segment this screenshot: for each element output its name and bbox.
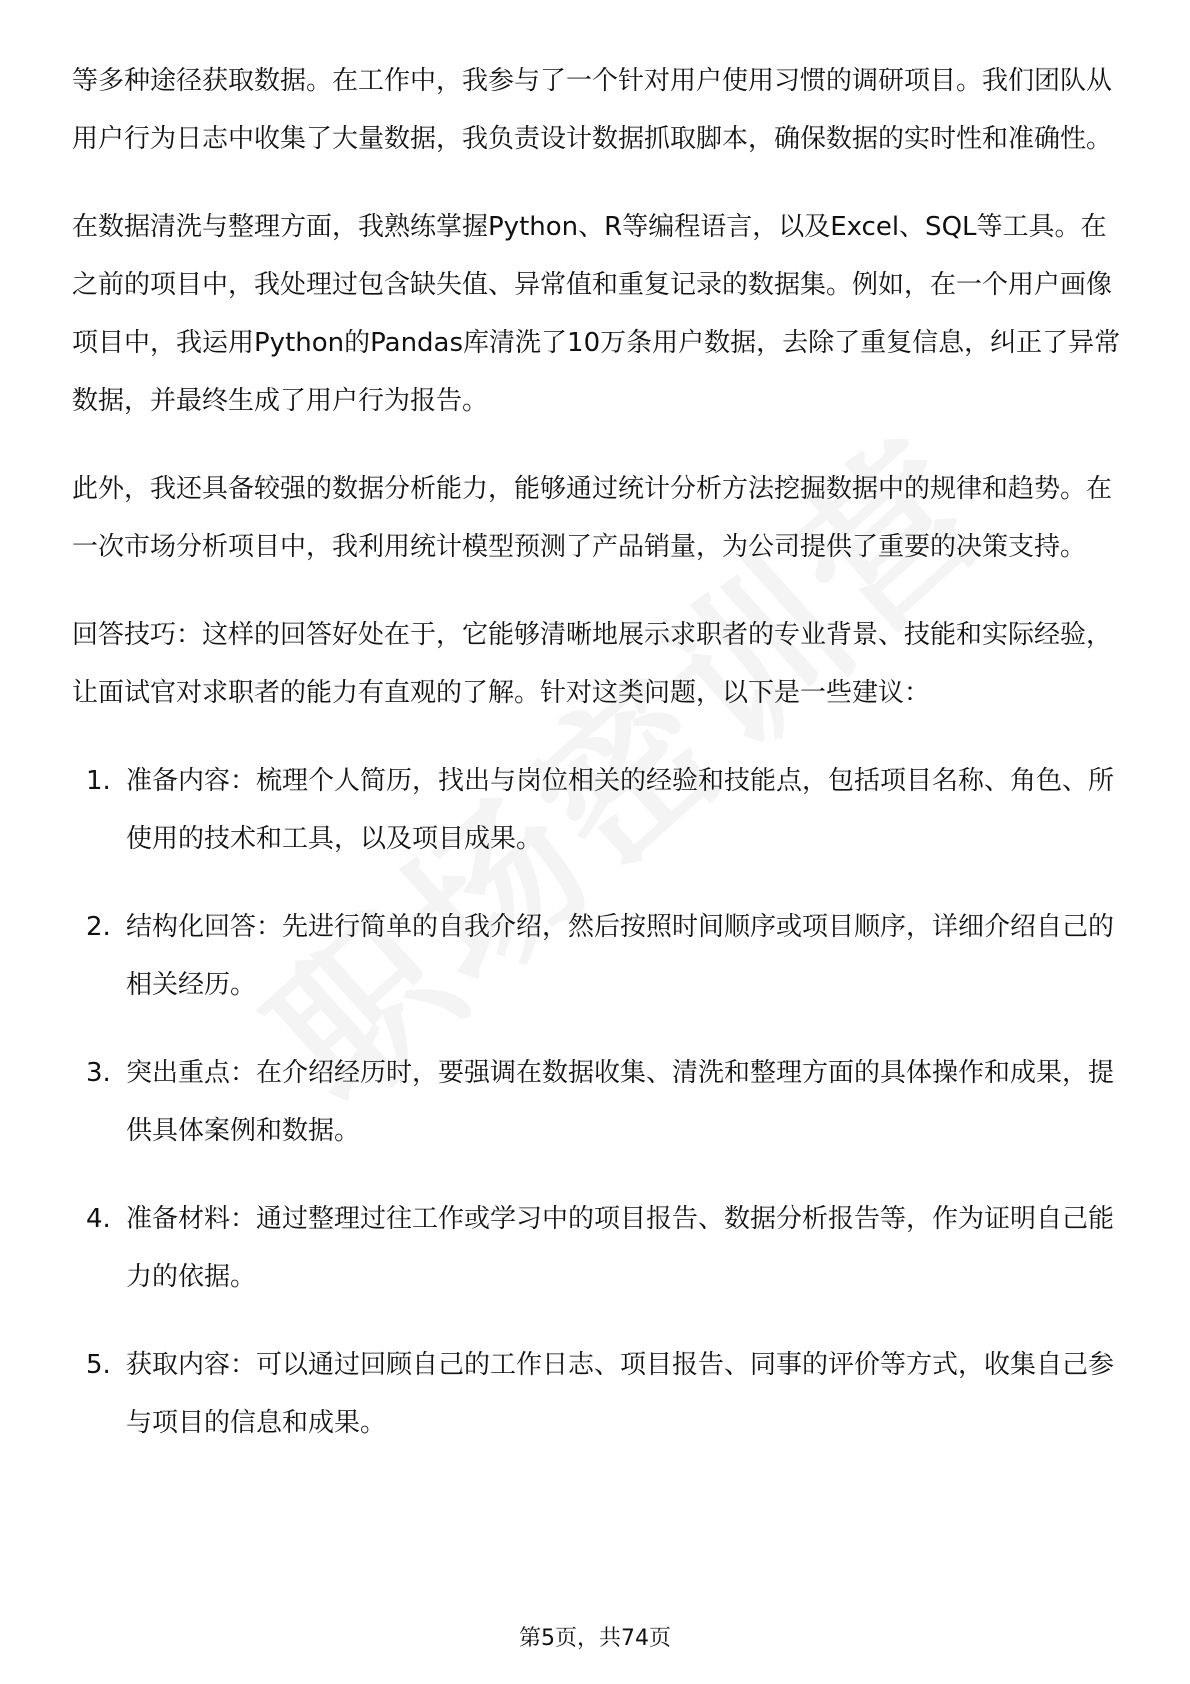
list-item-number: 3. <box>86 1058 111 1088</box>
list-item-number: 2. <box>86 912 111 942</box>
list-item-number: 4. <box>86 1204 111 1234</box>
tips-list <box>72 752 1124 1452</box>
page-content <box>72 52 1124 1482</box>
list-item-number: 1. <box>86 766 111 796</box>
paragraph-answer-tips: 回答技巧：这样的回答好处在于，它能够清晰地展示求职者的专业背景、技能和实际经验，让面试官对求职者的能力有直观的了解。针对这类问题，以下是一些建议： <box>72 620 1113 708</box>
list-item-text: 突出重点：在介绍经历时，要强调在数据收集、清洗和整理方面的具体操作和成果，提供具体案例和数据。 <box>126 1058 1115 1146</box>
list-item-number: 5. <box>86 1350 111 1380</box>
list-item-text: 准备材料：通过整理过往工作或学习中的项目报告、数据分析报告等，作为证明自己能力的依据。 <box>126 1204 1115 1292</box>
list-item-text: 获取内容：可以通过回顾自己的工作日志、项目报告、同事的评价等方式，收集自己参与项目的信息和成果。 <box>126 1350 1115 1438</box>
list-item <box>72 1336 1124 1452</box>
list-item <box>72 1190 1124 1306</box>
list-item-text: 结构化回答：先进行简单的自我介绍，然后按照时间顺序或项目顺序，详细介绍自己的相关经历。 <box>126 912 1115 1000</box>
list-item <box>72 1044 1124 1160</box>
list-item <box>72 752 1124 868</box>
list-item <box>72 898 1124 1014</box>
paragraph-data-collection: 等多种途径获取数据。在工作中，我参与了一个针对用户使用习惯的调研项目。我们团队从用户行为日志中收集了大量数据，我负责设计数据抓取脚本，确保数据的实时性和准确性。 <box>72 66 1113 154</box>
list-item-text: 准备内容：梳理个人简历，找出与岗位相关的经验和技能点，包括项目名称、角色、所使用的技术和工具，以及项目成果。 <box>126 766 1115 854</box>
paragraph-data-cleaning: 在数据清洗与整理方面，我熟练掌握Python、R等编程语言，以及Excel、SQL等工具。在之前的项目中，我处理过包含缺失值、异常值和重复记录的数据集。例如，在一个用户画像项目中，我运用Python的Pandas库清洗了10万条用户数据，去除了重复信息，纠正了异常数据，并最终生成了用户行为报告。 <box>72 212 1121 416</box>
paragraph-data-analysis: 此外，我还具备较强的数据分析能力，能够通过统计分析方法挖掘数据中的规律和趋势。在一次市场分析项目中，我利用统计模型预测了产品销量，为公司提供了重要的决策支持。 <box>72 474 1113 562</box>
page-number-footer: 第5页，共74页 <box>519 1626 671 1651</box>
